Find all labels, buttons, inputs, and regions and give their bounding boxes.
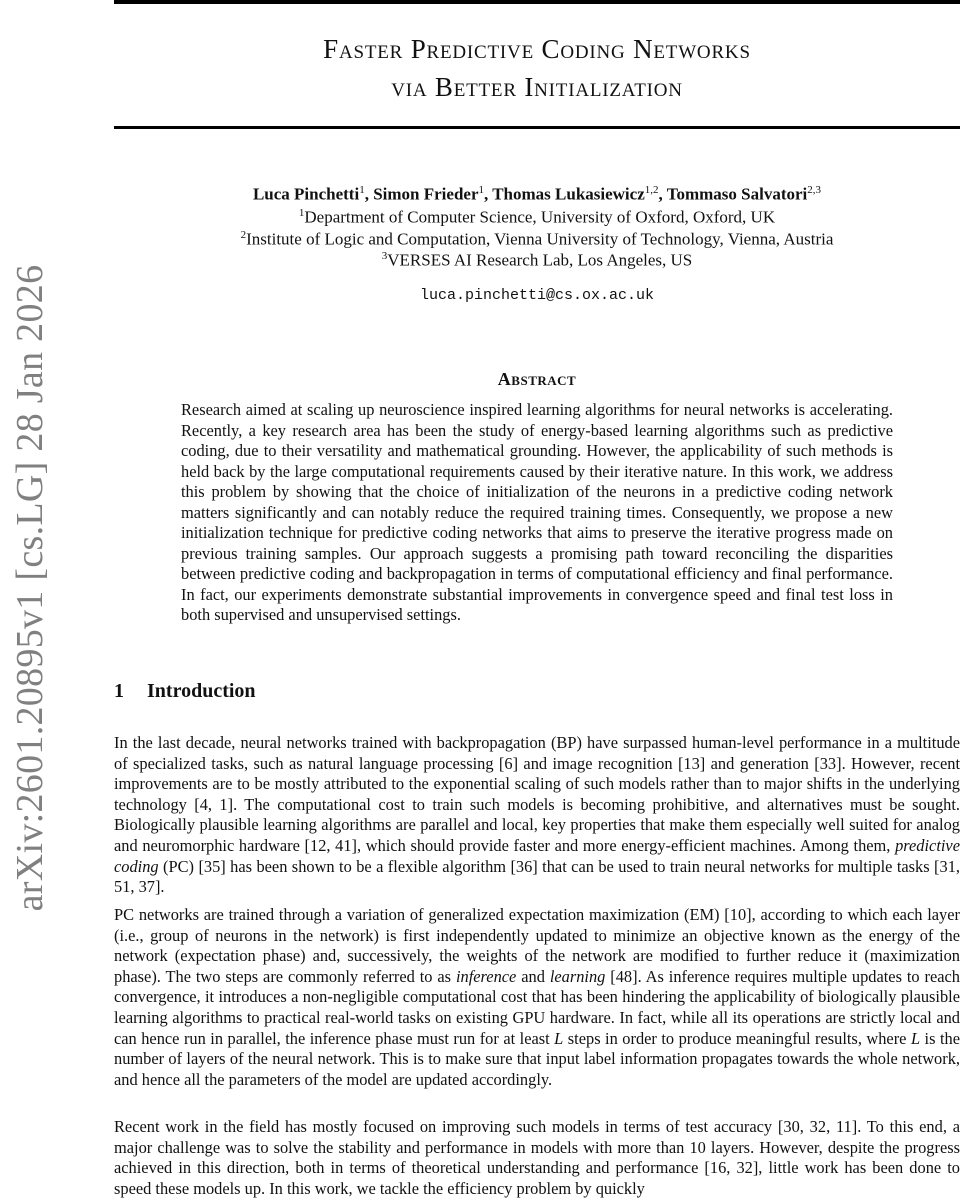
affiliation: [114, 245, 960, 272]
section-number: 1: [114, 680, 124, 702]
author-affil-mark: 1,2: [644, 184, 659, 196]
paragraph-text: [48]. As inference requires multiple updates to reach convergence, it introduces a non-negligible computational cost that has been hindering the applicability of biologically plausible learning algorithms to practical real-world tasks on existing GPU hardware. In fact, while all its operations are strictly local and can hence run in parallel, the inference phase must run for at least: [114, 966, 960, 1048]
abstract-body: Research aimed at scaling up neuroscience inspired learning algorithms for neural networks is accelerating. Recently, a key research area has been the study of energy-based learning algorithms such as predictive coding, due to their versatility and mathematical grounding. However, the applicability of such methods is held back by the large computational requirements caused by their iterative nature. In this work, we address this problem by showing that the choice of initialization of the neurons in a predictive coding network matters significantly and can notably reduce the required training times. Consequently, we propose a new initialization technique for predictive coding networks that aims to preserve the iterative progress made on previous training samples. Our approach suggests a promising path toward reconciling the disparities between predictive coding and backpropagation in terms of computational efficiency and final performance. In fact, our experiments demonstrate substantial improvements in convergence speed and final test loss in both supervised and unsupervised settings.: [181, 400, 893, 624]
affiliation-text: Institute of Logic and Computation, Vienna University of Technology, Vienna, Austria: [246, 229, 834, 249]
section-title: Introduction: [147, 680, 256, 702]
paragraph-emphasis: learning: [549, 966, 606, 986]
paragraph-emphasis: predictive coding: [114, 835, 960, 876]
author-name: Tommaso Salvatori: [666, 184, 808, 204]
arxiv-identifier-text: arXiv:2601.20895v1 [cs.LG] 28 Jan 2026: [9, 264, 51, 912]
affiliation-mark: 3: [381, 250, 388, 262]
author-name: Simon Frieder: [373, 184, 479, 204]
abstract-heading: Abstract: [497, 369, 577, 389]
paragraph-emphasis: inference: [455, 966, 517, 986]
affiliation-text: Department of Computer Science, University of Oxford, Oxford, UK: [304, 207, 776, 227]
section-heading: [114, 680, 256, 703]
title-rule-bottom: [114, 126, 960, 129]
author-affil-mark: 1: [359, 184, 365, 196]
math-variable: L: [910, 1028, 921, 1048]
author-name: Thomas Lukasiewicz: [492, 184, 645, 204]
paragraph-text: steps in order to produce meaningful results, where: [563, 1028, 911, 1048]
contact-email: luca.pinchetti@cs.ox.ac.uk: [419, 287, 655, 304]
paragraph-text: In the last decade, neural networks trained with backpropagation (BP) have surpassed human-level performance in a multitude of specialized tasks, such as natural language processing [6] and image recognition [13] and generation [33]. However, recent improvements are to be mostly attributed to the exponential scaling of such models rather than to major shifts in the underlying technology [4, 1]. The computational cost to train such models is becoming prohibitive, and alternatives must be sought. Biologically plausible learning algorithms are parallel and local, key properties that make them especially well suited for analog and neuromorphic hardware [12, 41], which should provide faster and more energy-efficient machines. Among them,: [114, 733, 960, 855]
intro-paragraph-1: [114, 733, 960, 898]
paragraph-text: and: [516, 966, 550, 986]
title-rule-top: [114, 0, 960, 4]
paragraph-text: (PC) [35] has been shown to be a flexible algorithm [36] that can be used to train neural networks for multiple tasks [31, 51, 37].: [114, 856, 960, 897]
affiliation-mark: 1: [298, 207, 305, 219]
paragraph-text: PC networks are trained through a variation of generalized expectation maximization (EM) [10], according to which each layer (i.e., group of neurons in the network) is first independently updated to minimize an objective known as the energy of the network (expectation phase) and, successively, the weights of the network are modified to further reduce it (maximization phase). The two steps are commonly referred to as: [114, 905, 960, 986]
affiliation-text: VERSES AI Research Lab, Los Angeles, US: [387, 250, 693, 270]
author-affil-mark: 2,3: [807, 184, 822, 196]
math-variable: L: [554, 1028, 564, 1048]
author-affil-mark: 1: [478, 184, 484, 196]
title-line-1: Faster Predictive Coding Networks: [323, 34, 751, 64]
affiliation-mark: 2: [240, 229, 247, 241]
paragraph-text: is the number of layers of the neural network. This is to make sure that input label information propagates towards the whole network, and hence all the parameters of the model are updated accordingly.: [114, 1028, 960, 1089]
intro-paragraph-2: [114, 905, 960, 1090]
title-line-2: via Better Initialization: [391, 72, 683, 102]
intro-paragraph-3: Recent work in the field has mostly focused on improving such models in terms of test accuracy [30, 32, 11]. To this end, a major challenge was to solve the stability and performance in models with more than 10 layers. However, despite the progress achieved in this direction, both in terms of theoretical understanding and performance [16, 32], little work has been done to speed these models up. In this work, we tackle the efficiency problem by quickly: [114, 1117, 960, 1198]
author-name: Luca Pinchetti: [252, 184, 360, 204]
author-list: Luca Pinchetti$^1$, Simon Frieder$^1$, Thomas Lukasiewicz$^{1,2}$, Tommaso Salvatori$^{2,3}$: [252, 184, 822, 204]
